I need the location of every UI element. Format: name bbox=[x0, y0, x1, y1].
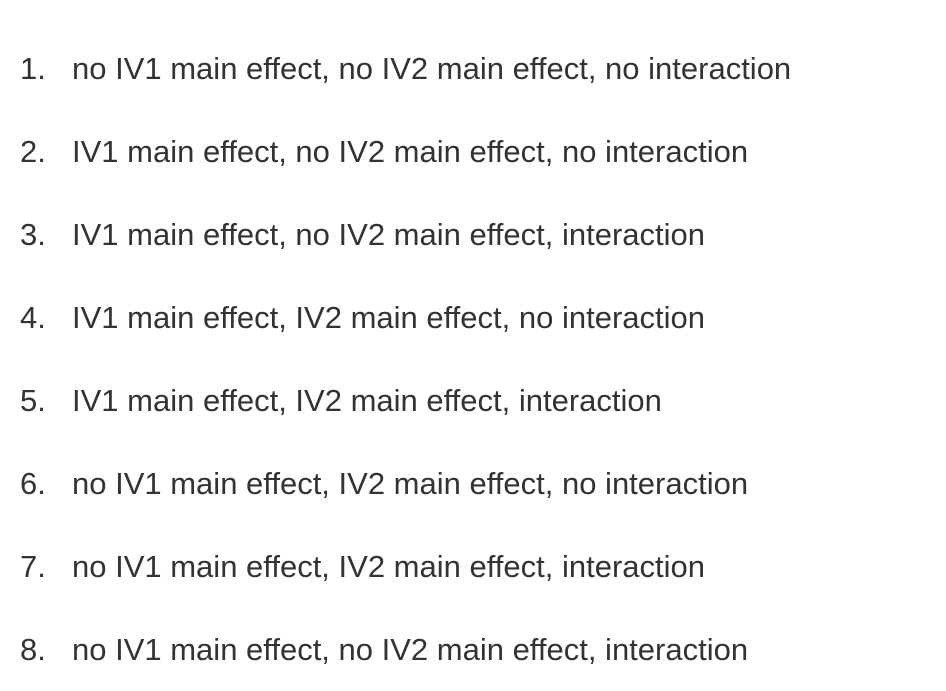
item-number: 6. bbox=[20, 465, 46, 501]
list-item bbox=[0, 442, 946, 525]
item-number: 7. bbox=[20, 548, 46, 584]
item-text: no IV1 main effect, IV2 main effect, interaction bbox=[72, 548, 705, 584]
item-text: no IV1 main effect, IV2 main effect, no interaction bbox=[72, 465, 749, 501]
item-number: 4. bbox=[20, 299, 46, 335]
list-item bbox=[0, 608, 946, 691]
list-item bbox=[0, 525, 946, 608]
item-text: IV1 main effect, no IV2 main effect, no interaction bbox=[72, 133, 749, 169]
item-number: 3. bbox=[20, 216, 46, 252]
list-item bbox=[0, 27, 946, 110]
item-text: IV1 main effect, IV2 main effect, interaction bbox=[72, 382, 662, 418]
list-item bbox=[0, 110, 946, 193]
list-item bbox=[0, 359, 946, 442]
item-number: 8. bbox=[20, 631, 46, 667]
item-text: IV1 main effect, IV2 main effect, no interaction bbox=[72, 299, 705, 335]
item-number: 5. bbox=[20, 382, 46, 418]
item-text: no IV1 main effect, no IV2 main effect, interaction bbox=[72, 631, 749, 667]
list-item bbox=[0, 193, 946, 276]
item-text: IV1 main effect, no IV2 main effect, interaction bbox=[72, 216, 705, 252]
item-number: 1. bbox=[20, 50, 46, 86]
item-text: no IV1 main effect, no IV2 main effect, no interaction bbox=[72, 50, 792, 86]
numbered-list bbox=[0, 27, 946, 691]
item-number: 2. bbox=[20, 133, 46, 169]
list-item bbox=[0, 276, 946, 359]
